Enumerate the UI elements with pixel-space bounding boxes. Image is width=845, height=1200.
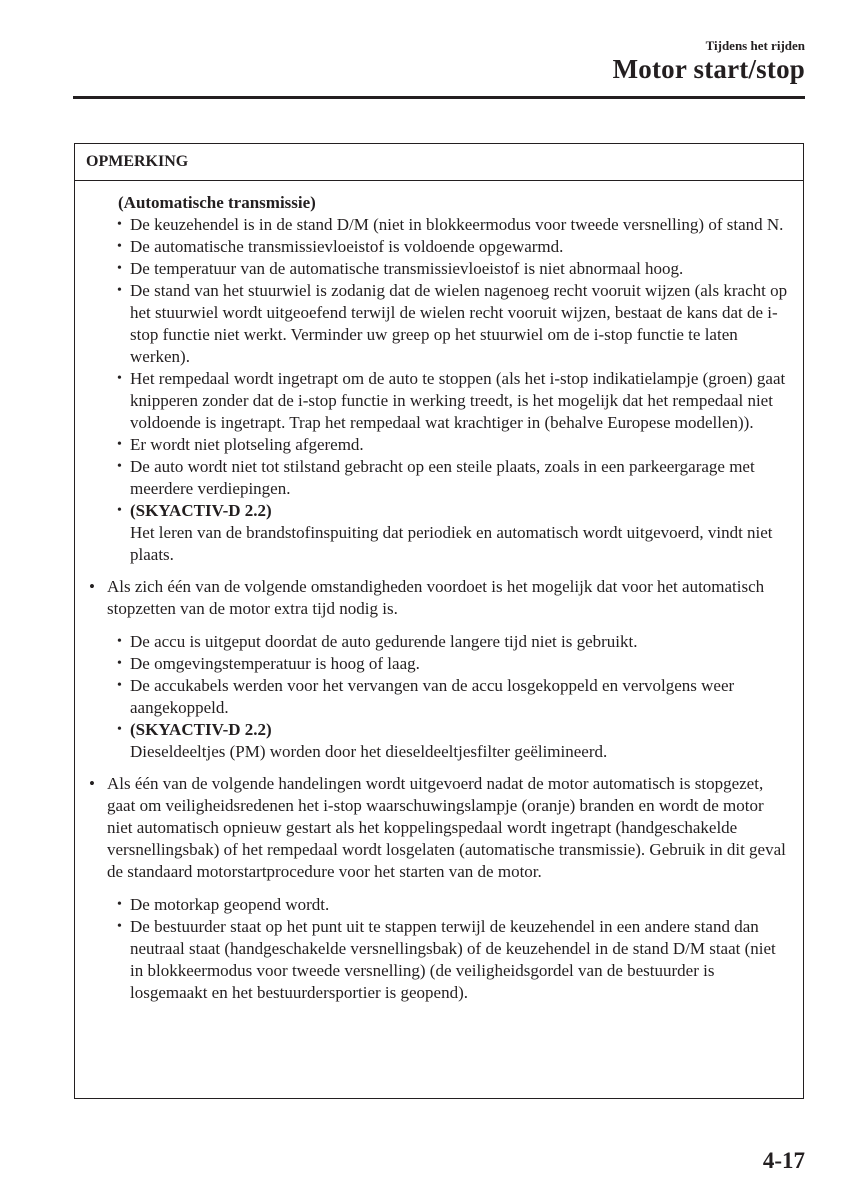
skyactiv-text: Het leren van de brandstofinspuiting dat periodiek en automatisch wordt uitgevoerd, vindt niet plaats. bbox=[130, 523, 773, 564]
section-label: Tijdens het rijden bbox=[705, 38, 805, 53]
list-item: • De accukabels werden voor het vervangen van de accu losgekoppeld en vervolgens weer aangekoppeld. bbox=[85, 675, 793, 719]
note-box bbox=[74, 143, 804, 1099]
list-item: • De bestuurder staat op het punt uit te stappen terwijl de keuzehendel in een andere stand dan neutraal staat (handgeschakelde versnellingsbak) of de keuzehendel in de stand D/M staat (niet in blokkeermodus voor tweede versnelling) (de veiligheidsgordel van de bestuurder is losgemaakt en het bestuurdersportier is geopend). bbox=[85, 916, 793, 1004]
list-item: • De automatische transmissievloeistof is voldoende opgewarmd. bbox=[85, 236, 793, 258]
header-divider bbox=[73, 96, 805, 99]
auto-transmission-heading: (Automatische transmissie) bbox=[118, 193, 316, 212]
skyactiv-label: • (SKYACTIV-D 2.2) bbox=[130, 720, 272, 739]
warning-item bbox=[85, 773, 793, 883]
extra-time-intro: • Als zich één van de volgende omstandigheden voordoet is het mogelijk dat voor het automatisch stopzetten van de motor extra tijd nodig is. bbox=[107, 577, 765, 618]
main-list bbox=[85, 576, 793, 620]
extra-time-list bbox=[85, 631, 793, 763]
note-body bbox=[75, 181, 803, 1004]
list-item: • De temperatuur van de automatische transmissievloeistof is niet abnormaal hoog. bbox=[85, 258, 793, 280]
skyactiv-label: • (SKYACTIV-D 2.2) bbox=[130, 501, 272, 520]
warning-intro: • Als één van de volgende handelingen wordt uitgevoerd nadat de motor automatisch is stopgezet, gaat om veiligheidsredenen het i-stop waarschuwingslampje (oranje) branden en wordt de motor niet automatisch opnieuw gestart als het koppelingspedaal wordt ingetrapt (handgeschakelde versnellingsbak) of het rempedaal wordt losgelaten (automatische transmissie). Gebruik in dit geval de standaard motorstartprocedure voor het starten van de motor. bbox=[107, 774, 786, 881]
list-item-skyactiv bbox=[85, 719, 793, 763]
skyactiv-text: Dieseldeeltjes (PM) worden door het dieseldeeltjesfilter geëlimineerd. bbox=[130, 742, 608, 761]
note-label: OPMERKING bbox=[75, 144, 803, 181]
list-item: • De accu is uitgeput doordat de auto gedurende langere tijd niet is gebruikt. bbox=[85, 631, 793, 653]
list-item: • De keuzehendel is in de stand D/M (niet in blokkeermodus voor tweede versnelling) of stand N. bbox=[85, 214, 793, 236]
main-list bbox=[85, 773, 793, 883]
list-item: • De omgevingstemperatuur is hoog of laag. bbox=[85, 653, 793, 675]
extra-time-item bbox=[85, 576, 793, 620]
warning-list bbox=[85, 894, 793, 1004]
list-item: • Het rempedaal wordt ingetrapt om de auto te stoppen (als het i-stop indikatielampje (groen) gaat knipperen zonder dat de i-stop functie in werking treedt, is het mogelijk dat het rempedaal niet voldoende is ingetrapt. Trap het rempedaal wat krachtiger in (behalve Europese modellen)). bbox=[85, 368, 793, 434]
list-item: • Er wordt niet plotseling afgeremd. bbox=[85, 434, 793, 456]
list-item-skyactiv bbox=[85, 500, 793, 566]
page-title: Motor start/stop bbox=[612, 54, 805, 84]
list-item: • De motorkap geopend wordt. bbox=[85, 894, 793, 916]
list-item: • De stand van het stuurwiel is zodanig dat de wielen nagenoeg recht vooruit wijzen (als kracht op het stuurwiel wordt uitgeoefend terwijl de wielen recht vooruit wijzen, bestaat de kans dat de i-stop functie niet werkt. Verminder uw greep op het stuurwiel om de i-stop functie te laten werken). bbox=[85, 280, 793, 368]
list-item: • De auto wordt niet tot stilstand gebracht op een steile plaats, zoals in een parkeergarage met meerdere verdiepingen. bbox=[85, 456, 793, 500]
auto-transmission-list bbox=[85, 214, 793, 566]
page-number: 4-17 bbox=[762, 1148, 805, 1173]
